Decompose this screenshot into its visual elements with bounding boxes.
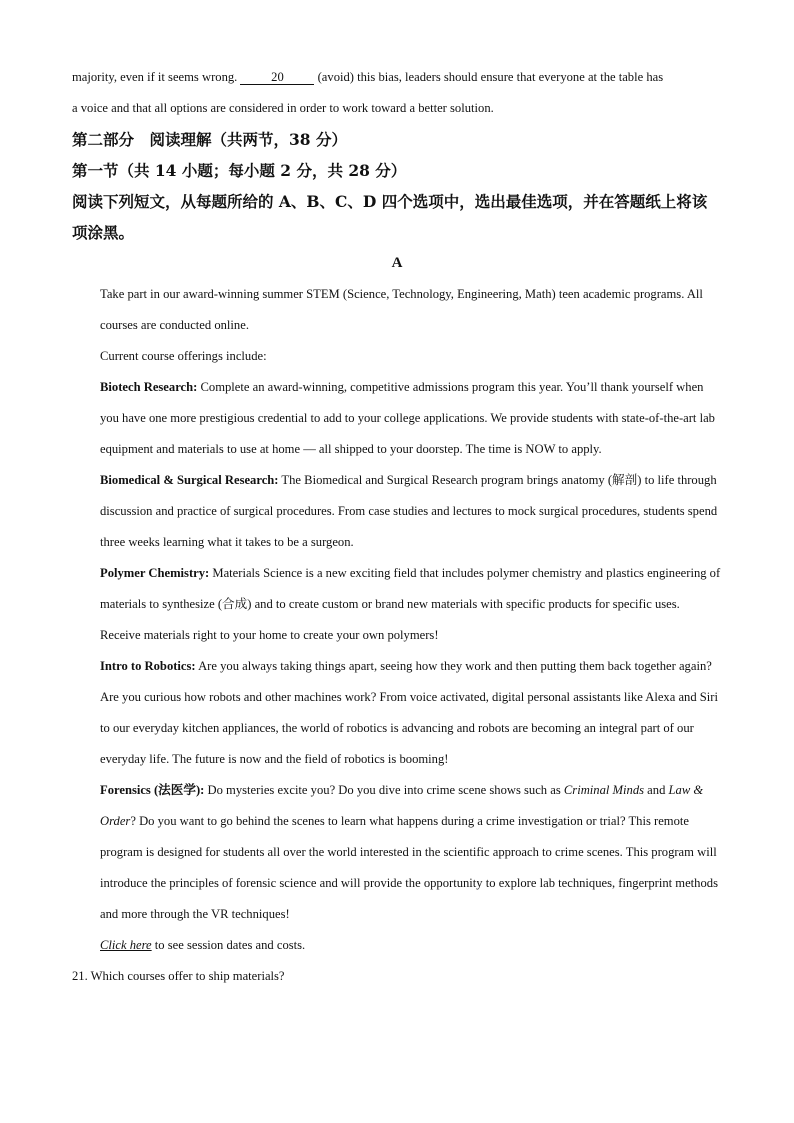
click-here-line (72, 930, 722, 961)
question-21: 21. Which courses offer to ship materials? (72, 969, 285, 983)
passage-label: A (391, 255, 403, 271)
click-here-link[interactable]: Click here (100, 938, 152, 952)
course-forensics (72, 775, 722, 930)
show-law-and-order: Law & Order (100, 783, 704, 828)
course-polymer-text: Materials Science is a new exciting field that includes polymer chemistry and plastics engineering of materials to synthesize (合成) and to create custom or brand new materials with specific products for specific uses. Receive materials right to your home to create your own polymers! (100, 566, 721, 642)
course-robotics-text: Are you always taking things apart, seeing how they work and then putting them back together again? Are you curious how robots and other machines work? From voice activated, digital personal assistants like Alexa and Siri to our everyday kitchen appliances, the world of robotics is advancing and robots are becoming an integral part of our everyday life. The future is now and the field of robotics is booming! (100, 659, 718, 766)
course-forensics-text-1: Do mysteries excite you? Do you dive into crime scene shows such as (204, 783, 564, 797)
passage-intro: Take part in our award-winning summer STEM (Science, Technology, Engineering, Math) teen academic programs. All courses are conducted online. (100, 287, 703, 332)
part-title: 第二部分 阅读理解（共两节，38 分） (72, 130, 347, 149)
click-here-text: to see session dates and costs. (151, 938, 306, 952)
intro-text-after-blank: (avoid) this bias, leaders should ensure that everyone at the table has (314, 70, 664, 84)
course-forensics-text-2: and (644, 783, 669, 797)
section-title: 第一节（共 14 小题；每小题 2 分，共 28 分） (72, 161, 407, 180)
instruction: 阅读下列短文，从每题所给的 A、B、C、D 四个选项中，选出最佳选项，并在答题纸上将该项涂黑。 (72, 192, 708, 242)
intro-line-1 (72, 62, 722, 93)
course-biomedical-text: The Biomedical and Surgical Research program brings anatomy (解剖) to life through discussion and practice of surgical procedures. From case studies and lectures to mock surgical procedures, students spend three weeks learning what it takes to be a surgeon. (100, 473, 718, 549)
course-forensics-name: Forensics (法医学): (100, 783, 205, 797)
course-biotech-text: Complete an award-winning, competitive admissions program this year. You’ll thank yourself when you have one more prestigious credential to add to your college applications. We provide students with state-of-the-art lab equipment and materials to use at home — all shipped to your doorstep. The time is NOW to apply. (100, 380, 715, 456)
course-forensics-text-3: ? Do you want to go behind the scenes to learn what happens during a crime investigation or trial? This remote program is designed for students all over the world interested in the scientific approach to crime scenes. This program will introduce the principles of forensic science and will provide the opportunity to explore lab techniques, fingerprint methods and more through the VR techniques! (100, 814, 718, 921)
exam-page (72, 62, 722, 992)
answer-blank-20: 20 (240, 70, 314, 85)
offerings-intro: Current course offerings include: (100, 349, 267, 363)
course-biotech (72, 372, 722, 465)
course-biomedical (72, 465, 722, 558)
intro-line-2: a voice and that all options are considered in order to work toward a better solution. (72, 101, 494, 115)
course-biotech-name: Biotech Research: (100, 380, 198, 394)
course-robotics-name: Intro to Robotics: (100, 659, 196, 673)
course-robotics (72, 651, 722, 775)
course-biomedical-name: Biomedical & Surgical Research: (100, 473, 279, 487)
show-criminal-minds: Criminal Minds (563, 783, 645, 797)
intro-text-before-blank: majority, even if it seems wrong. (72, 70, 241, 84)
course-polymer (72, 558, 722, 651)
course-polymer-name: Polymer Chemistry: (100, 566, 210, 580)
